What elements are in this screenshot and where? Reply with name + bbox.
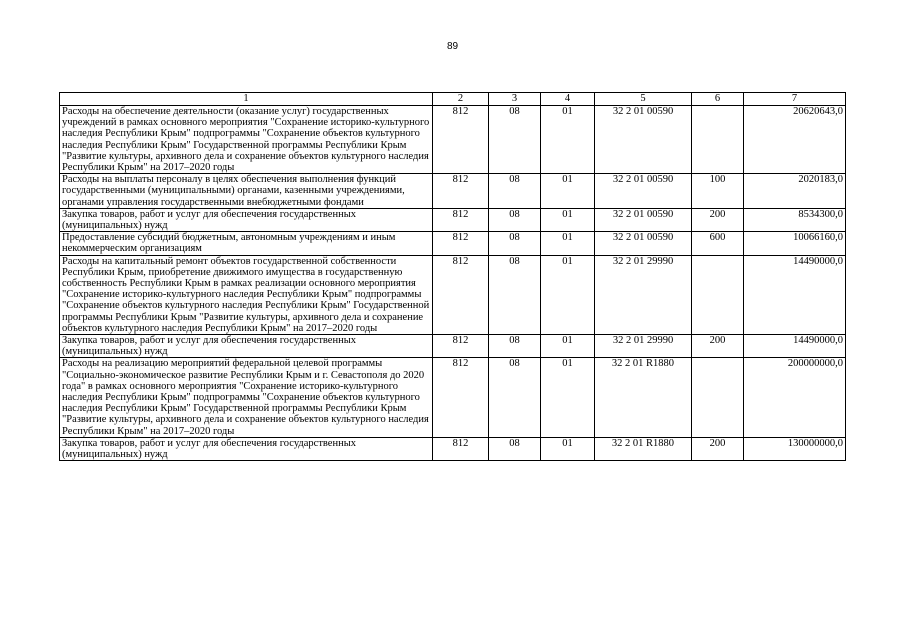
column-header: 2 <box>433 93 489 106</box>
expense-type-code: 600 <box>692 232 744 255</box>
target-code: 32 2 01 00590 <box>595 174 692 209</box>
header-row <box>60 93 846 106</box>
section-code: 08 <box>489 358 541 437</box>
section-code: 08 <box>489 232 541 255</box>
subsection-code: 01 <box>541 174 595 209</box>
target-code: 32 2 01 29990 <box>595 335 692 358</box>
section-code: 08 <box>489 208 541 231</box>
subsection-code: 01 <box>541 437 595 460</box>
target-code: 32 2 01 R1880 <box>595 358 692 437</box>
amount: 14490000,0 <box>744 335 846 358</box>
amount: 8534300,0 <box>744 208 846 231</box>
expense-name: Расходы на реализацию мероприятий федеральной целевой программы "Социально-экономическое развитие Республики Крым и г. Севастополя до 2020 года" в рамках основного мероприятия "Сохранение историко-культурного наследия Республики Крым" подпрограммы "Сохранение объектов культурного наследия Республики Крым" Государственной программы Республики Крым "Развитие культуры, архивного дела и сохранение объектов культурного наследия Республики Крым" на 2017–2020 годы <box>60 358 433 437</box>
table-row <box>60 232 846 255</box>
expense-type-code <box>692 255 744 334</box>
subsection-code: 01 <box>541 232 595 255</box>
expense-type-code: 100 <box>692 174 744 209</box>
subsection-code: 01 <box>541 208 595 231</box>
subsection-code: 01 <box>541 358 595 437</box>
target-code: 32 2 01 00590 <box>595 232 692 255</box>
subsection-code: 01 <box>541 106 595 174</box>
column-header: 4 <box>541 93 595 106</box>
section-code: 08 <box>489 255 541 334</box>
expense-name: Расходы на обеспечение деятельности (оказание услуг) государственных учреждений в рамках основного мероприятия "Сохранение историко-культурного наследия Республики Крым" подпрограммы "Сохранение объектов культурного наследия Республики Крым" Государственной программы Республики Крым "Развитие культуры, архивного дела и сохранение объектов культурного наследия Республики Крым" на 2017–2020 годы <box>60 106 433 174</box>
ministry-code: 812 <box>433 174 489 209</box>
subsection-code: 01 <box>541 335 595 358</box>
target-code: 32 2 01 29990 <box>595 255 692 334</box>
ministry-code: 812 <box>433 255 489 334</box>
budget-table <box>59 92 846 461</box>
expense-name: Расходы на выплаты персоналу в целях обеспечения выполнения функций государственными (муниципальными) органами, казенными учреждениями, органами управления государственными внебюджетными фондами <box>60 174 433 209</box>
amount: 10066160,0 <box>744 232 846 255</box>
amount: 200000000,0 <box>744 358 846 437</box>
column-header: 5 <box>595 93 692 106</box>
target-code: 32 2 01 00590 <box>595 208 692 231</box>
section-code: 08 <box>489 174 541 209</box>
expense-type-code: 200 <box>692 335 744 358</box>
section-code: 08 <box>489 437 541 460</box>
ministry-code: 812 <box>433 106 489 174</box>
ministry-code: 812 <box>433 335 489 358</box>
column-header: 3 <box>489 93 541 106</box>
subsection-code: 01 <box>541 255 595 334</box>
amount: 2020183,0 <box>744 174 846 209</box>
page-number: 89 <box>446 41 459 52</box>
expense-type-code <box>692 358 744 437</box>
ministry-code: 812 <box>433 232 489 255</box>
column-header: 1 <box>60 93 433 106</box>
expense-type-code: 200 <box>692 208 744 231</box>
table-row <box>60 335 846 358</box>
amount: 130000000,0 <box>744 437 846 460</box>
expense-name: Закупка товаров, работ и услуг для обеспечения государственных (муниципальных) нужд <box>60 208 433 231</box>
target-code: 32 2 01 R1880 <box>595 437 692 460</box>
column-header: 7 <box>744 93 846 106</box>
expense-name: Закупка товаров, работ и услуг для обеспечения государственных (муниципальных) нужд <box>60 437 433 460</box>
expense-name: Закупка товаров, работ и услуг для обеспечения государственных (муниципальных) нужд <box>60 335 433 358</box>
amount: 14490000,0 <box>744 255 846 334</box>
column-header: 6 <box>692 93 744 106</box>
expense-name: Предоставление субсидий бюджетным, автономным учреждениям и иным некоммерческим организациям <box>60 232 433 255</box>
table-row <box>60 358 846 437</box>
amount: 20620643,0 <box>744 106 846 174</box>
section-code: 08 <box>489 335 541 358</box>
table-row <box>60 174 846 209</box>
expense-type-code: 200 <box>692 437 744 460</box>
ministry-code: 812 <box>433 437 489 460</box>
expense-name: Расходы на капитальный ремонт объектов государственной собственности Республики Крым, приобретение движимого имущества в государственную собственность Республики Крым в рамках реализации основного мероприятия "Сохранение историко-культурного наследия Республики Крым" подпрограммы "Сохранение объектов культурного наследия Республики Крым" Государственной программы Республики Крым "Развитие культуры, архивного дела и сохранение объектов культурного наследия Республики Крым" на 2017–2020 годы <box>60 255 433 334</box>
table-row <box>60 437 846 460</box>
ministry-code: 812 <box>433 208 489 231</box>
table-row <box>60 106 846 174</box>
expense-type-code <box>692 106 744 174</box>
target-code: 32 2 01 00590 <box>595 106 692 174</box>
table-row <box>60 208 846 231</box>
table-row <box>60 255 846 334</box>
ministry-code: 812 <box>433 358 489 437</box>
section-code: 08 <box>489 106 541 174</box>
